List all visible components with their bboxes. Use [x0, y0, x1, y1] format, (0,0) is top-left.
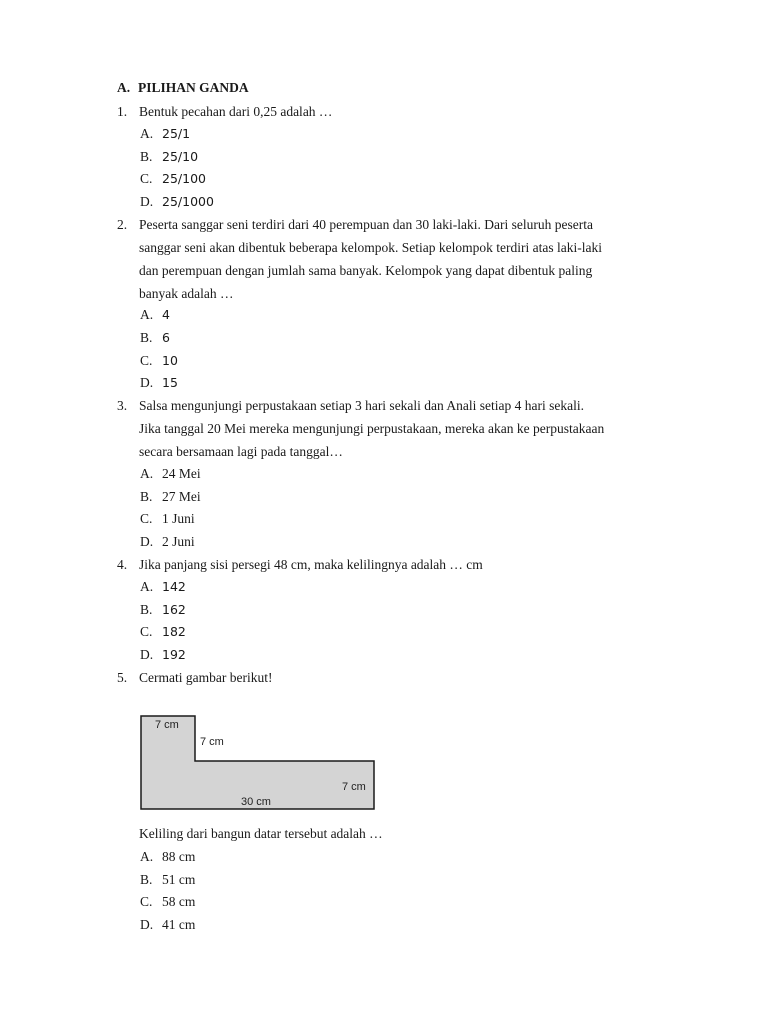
l-shape-figure [138, 713, 378, 813]
option-letter: D. [140, 375, 154, 390]
option-letter: C. [140, 894, 153, 909]
option-text: 10 [162, 353, 178, 368]
option-text: 192 [162, 647, 186, 662]
option-text: 25/1000 [162, 194, 214, 209]
option-text: 142 [162, 579, 186, 594]
question-number: 4. [117, 557, 128, 572]
option-letter: C. [140, 171, 153, 186]
question-text: secara bersamaan lagi pada tanggal… [139, 444, 343, 459]
option-text: 51 cm [162, 872, 196, 887]
question-number: 1. [117, 104, 128, 119]
label-right-height: 7 cm [342, 781, 366, 793]
question-text: Jika tanggal 20 Mei mereka mengunjungi perpustakaan, mereka akan ke perpustakaan [139, 421, 605, 436]
question-number: 3. [117, 398, 128, 413]
question-text: Jika panjang sisi persegi 48 cm, maka kelilingnya adalah … cm [139, 557, 483, 572]
option-letter: C. [140, 511, 153, 526]
label-bottom-width: 30 cm [241, 796, 271, 808]
question-text: dan perempuan dengan jumlah sama banyak. Kelompok yang dapat dibentuk paling [139, 263, 593, 278]
question-text: Cermati gambar berikut! [139, 670, 273, 685]
question-text: Keliling dari bangun datar tersebut adalah … [139, 826, 383, 841]
question-text: sanggar seni akan dibentuk beberapa kelompok. Setiap kelompok terdiri atas laki-laki [139, 240, 602, 255]
option-text: 1 Juni [162, 511, 195, 526]
question-number: 2. [117, 217, 128, 232]
option-text: 162 [162, 602, 186, 617]
option-letter: A. [140, 466, 154, 481]
option-text: 6 [162, 330, 170, 345]
option-text: 41 cm [162, 917, 196, 932]
option-text: 25/1 [162, 126, 191, 141]
label-step-height: 7 cm [200, 736, 224, 748]
option-text: 24 Mei [162, 466, 201, 481]
option-letter: B. [140, 330, 153, 345]
question-text: Bentuk pecahan dari 0,25 adalah … [139, 104, 333, 119]
option-letter: B. [140, 149, 153, 164]
option-text: 15 [162, 375, 178, 390]
option-letter: A. [140, 307, 154, 322]
option-letter: D. [140, 647, 154, 662]
question-text: Peserta sanggar seni terdiri dari 40 perempuan dan 30 laki-laki. Dari seluruh peserta [139, 217, 593, 232]
option-letter: A. [140, 849, 154, 864]
option-text: 25/100 [162, 171, 206, 186]
label-top-width: 7 cm [155, 719, 179, 731]
option-letter: A. [140, 579, 154, 594]
option-letter: A. [140, 126, 154, 141]
option-letter: D. [140, 534, 154, 549]
option-text: 58 cm [162, 894, 196, 909]
option-text: 2 Juni [162, 534, 195, 549]
option-text: 27 Mei [162, 489, 201, 504]
option-text: 182 [162, 624, 186, 639]
option-letter: B. [140, 602, 153, 617]
question-text: banyak adalah … [139, 286, 234, 301]
option-letter: D. [140, 194, 154, 209]
section-title: PILIHAN GANDA [138, 80, 249, 95]
option-text: 4 [162, 307, 170, 322]
option-text: 25/10 [162, 149, 199, 164]
option-letter: C. [140, 353, 153, 368]
option-letter: B. [140, 489, 153, 504]
option-letter: D. [140, 917, 154, 932]
option-text: 88 cm [162, 849, 196, 864]
option-letter: C. [140, 624, 153, 639]
section-letter: A. [117, 80, 131, 95]
question-number: 5. [117, 670, 128, 685]
option-letter: B. [140, 872, 153, 887]
question-text: Salsa mengunjungi perpustakaan setiap 3 hari sekali dan Anali setiap 4 hari sekali. [139, 398, 585, 413]
